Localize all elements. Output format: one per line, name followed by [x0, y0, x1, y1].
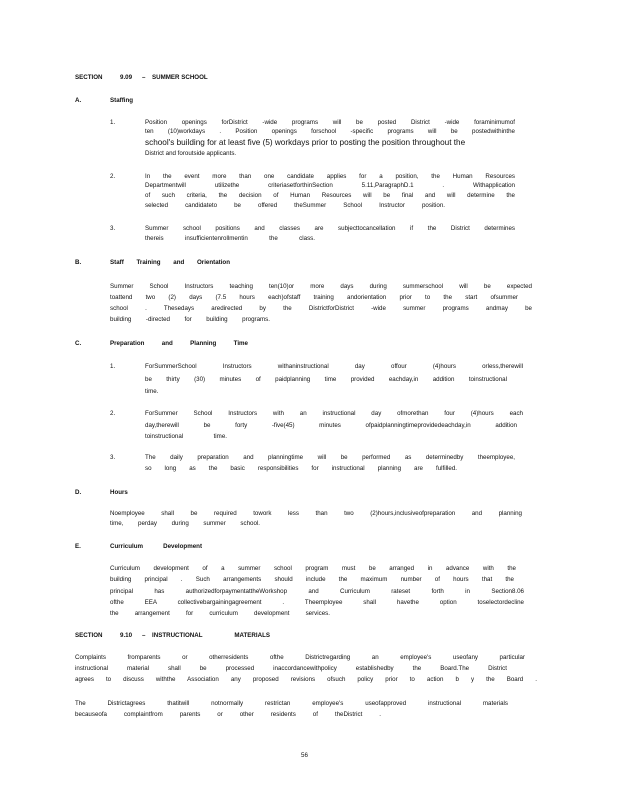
item-c2-line: ForSummer School Instructors with an instructional day ofmorethan four (4)hours each [145, 410, 523, 417]
section-910-paragraph-line: instructional material shall be processed inaccordancewithpolicy establishedby the Board.The District [75, 665, 507, 672]
subsection-d-line: Noemployee shall be required towork less than two (2)hours,inclusiveofpreparation and planning [110, 510, 522, 517]
item-a1-line: ten (10)workdays . Position openings forschool -specific programs will be postedwithinthe [145, 128, 515, 135]
subsection-e-line: building principal . Such arrangements should include the maximum number of hours that the [110, 576, 514, 583]
item-a2-number: 2. [110, 173, 116, 180]
subsection-d-line: time, perday during summer school. [110, 520, 260, 527]
item-a1-line: school's building for at least five (5) workdays prior to posting the position throughout the [145, 138, 466, 147]
item-a2-line: of such criteria, the decision of Human Resources will be final and will determine the [145, 192, 515, 199]
subsection-a-heading: Staffing [110, 97, 134, 104]
section-909-label: SECTION [75, 74, 103, 81]
subsection-b-line: school . Thesedays aredirected by the DistrictforDistrict -wide summer programs andmay be [110, 305, 532, 312]
item-c3-line: The daily preparation and planningtime will be performed as determinedby theemployee, [145, 454, 515, 461]
item-a3-line: thereis insufficientenrollmentin the class. [145, 235, 315, 242]
item-a3-number: 3. [110, 225, 116, 232]
subsection-b-heading: Staff Training and Orientation [110, 259, 230, 266]
subsection-e-heading: Curriculum Development [110, 543, 202, 550]
item-c2-number: 2. [110, 410, 116, 417]
item-c1-line: be thirty (30) minutes of paidplanning time provided eachday,in addition toinstructional [145, 376, 507, 383]
item-c2-line: toinstructional time. [145, 433, 227, 440]
item-a1-number: 1. [110, 119, 116, 126]
section-910-dash: – [142, 632, 146, 639]
subsection-d-heading: Hours [110, 489, 128, 496]
subsection-e-line: Curriculum development of a summer school program must be arranged in advance with the [110, 565, 516, 572]
page-number: 56 [301, 752, 308, 759]
section-910-paragraph-line: agrees to discuss withthe Association any proposed revisions ofsuch policy prior to action b y the Board . [75, 676, 537, 683]
subsection-b-line: Summer School Instructors teaching ten(10)or more days during summerschool will be expected [110, 283, 532, 290]
subsection-b-line: building -directed for building programs. [110, 316, 270, 323]
subsection-d-letter: D. [75, 489, 82, 496]
section-910-paragraph-line: The Districtagrees thatitwill notnormally restrictan employee's useofapproved instructional materials [75, 700, 508, 707]
item-a1-line: District and foroutside applicants. [145, 150, 237, 157]
section-910-title: INSTRUCTIONAL MATERIALS [152, 632, 270, 639]
item-c3-number: 3. [110, 454, 116, 461]
subsection-a-letter: A. [75, 97, 82, 104]
subsection-b-letter: B. [75, 259, 82, 266]
item-a1-line: Position openings forDistrict -wide programs will be posted District -wide foraminimumof [145, 119, 515, 126]
item-c1-number: 1. [110, 363, 116, 370]
subsection-e-line: the arrangement for curriculum development services. [110, 610, 330, 617]
section-910-number: 9.10 [120, 632, 133, 639]
item-c1-line: time. [145, 388, 159, 395]
subsection-b-line: toattend two (2) days (7.5 hours each)ofstaff training andorientation prior to the start ofsummer [110, 294, 518, 301]
section-909-number: 9.09 [120, 74, 133, 81]
section-910-label: SECTION [75, 632, 103, 639]
subsection-e-line: ofthe EEA collectivebargainingagreement . Theemployee shall havethe option toselectordecline [110, 599, 524, 606]
item-c2-line: day,therewill be forty -five(45) minutes ofpaidplanningtimeprovidedeachday,in addition [145, 422, 517, 429]
subsection-e-letter: E. [75, 543, 81, 550]
section-909-title: SUMMER SCHOOL [152, 74, 208, 81]
subsection-c-letter: C. [75, 340, 82, 347]
item-a2-line: In the event more than one candidate applies for a position, the Human Resources [145, 173, 515, 180]
item-a2-line: Departmentwill utilizethe criteriasetforthinSection 5.11,ParagraphD.1 . Withapplication [145, 182, 515, 189]
section-909-dash: – [142, 74, 146, 81]
item-c1-line: ForSummerSchool Instructors withaninstructional day offour (4)hours orless,therewill [145, 363, 523, 370]
subsection-e-line: principal has authorizedforpaymentattheWorkshop and Curriculum rateset forth in Section8.06 [110, 588, 524, 595]
item-a2-line: selected candidateto be offered theSummer School Instructor position. [145, 202, 445, 209]
subsection-c-heading: Preparation and Planning Time [110, 340, 248, 347]
section-910-paragraph-line: Complaints fromparents or otherresidents ofthe Districtregarding an employee's useofany particular [75, 654, 525, 661]
item-a3-line: Summer school positions and classes are subjecttocancellation if the District determines [145, 225, 515, 232]
item-c3-line: so long as the basic responsibilities for instructional planning are fulfilled. [145, 465, 457, 472]
section-910-paragraph-line: becauseofa complaintfrom parents or other residents of theDistrict . [75, 711, 381, 718]
